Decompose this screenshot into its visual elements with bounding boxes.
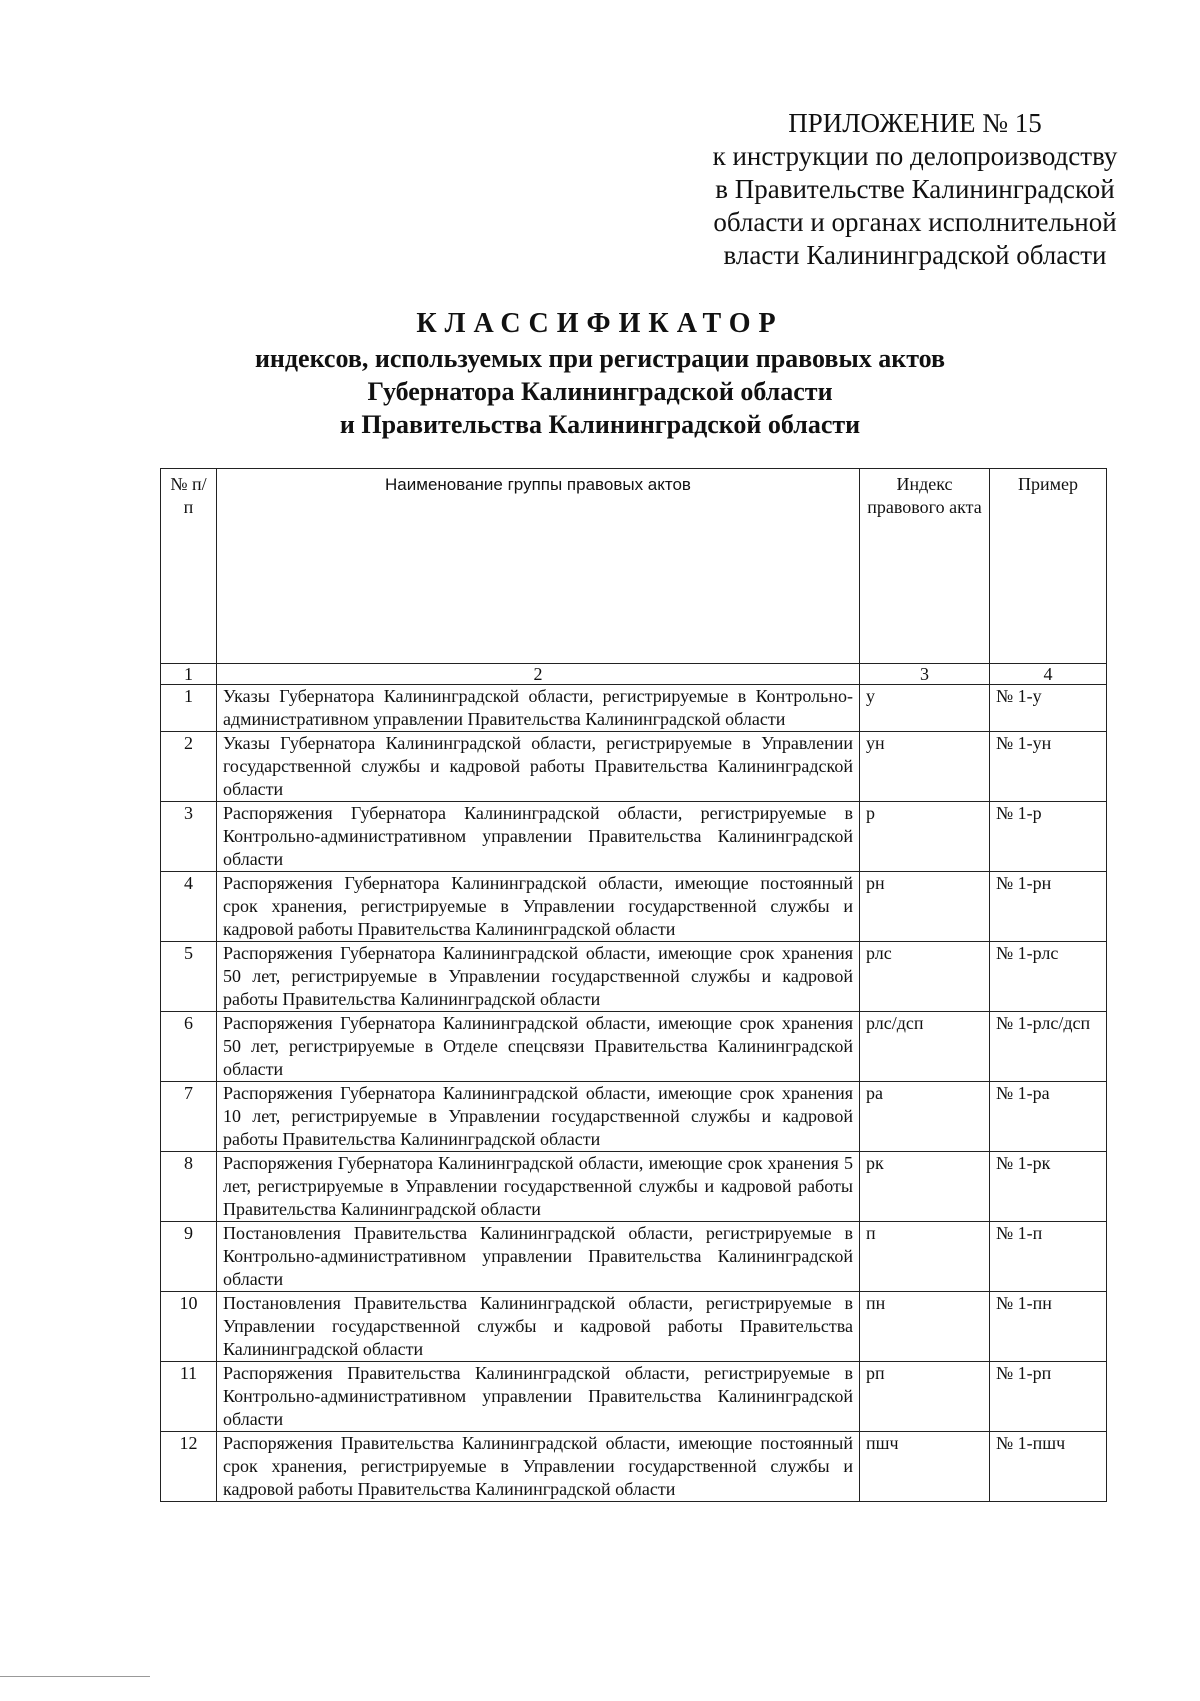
row-name: Указы Губернатора Калининградской области, регистрируемые в Управлении государственной службы и кадровой работы Правительства Калининградской области (217, 732, 860, 802)
table-row (161, 872, 1107, 942)
row-number: 4 (161, 872, 217, 942)
row-index: рк (860, 1152, 990, 1222)
row-example: № 1-ра (990, 1082, 1107, 1152)
row-name: Распоряжения Правительства Калининградской области, имеющие постоянный срок хранения, регистрируемые в Управлении государственной службы и кадровой работы Правительства Калининградской области (217, 1432, 860, 1502)
row-example: № 1-пшч (990, 1432, 1107, 1502)
row-index: рлс (860, 942, 990, 1012)
header-name: Наименование группы правовых актов (217, 469, 860, 664)
row-example: № 1-рн (990, 872, 1107, 942)
appendix-line: области и органах исполнительной (713, 207, 1117, 237)
row-name: Распоряжения Губернатора Калининградской области, имеющие срок хранения 50 лет, регистрируемые в Управлении государственной службы и кадровой работы Правительства Калининградской области (217, 942, 860, 1012)
document-title (100, 306, 1100, 441)
row-number: 1 (161, 685, 217, 732)
row-example: № 1-п (990, 1222, 1107, 1292)
table-row (161, 1152, 1107, 1222)
row-name: Распоряжения Губернатора Калининградской области, имеющие срок хранения 50 лет, регистрируемые в Отделе спецсвязи Правительства Калининградской области (217, 1012, 860, 1082)
row-name: Распоряжения Губернатора Калининградской области, имеющие срок хранения 10 лет, регистрируемые в Управлении государственной службы и кадровой работы Правительства Калининградской области (217, 1082, 860, 1152)
column-number: 2 (217, 664, 860, 685)
row-name: Распоряжения Правительства Калининградской области, регистрируемые в Контрольно-административном управлении Правительства Калининградской области (217, 1362, 860, 1432)
table-row (161, 1082, 1107, 1152)
row-name: Распоряжения Губернатора Калининградской области, имеющие постоянный срок хранения, регистрируемые в Управлении государственной службы и кадровой работы Правительства Калининградской области (217, 872, 860, 942)
table-row (161, 1432, 1107, 1502)
subtitle-line: индексов, используемых при регистрации правовых актов (254, 344, 946, 373)
row-index: ра (860, 1082, 990, 1152)
table-header-row (161, 469, 1107, 664)
column-number-row (161, 664, 1107, 685)
table-row (161, 802, 1107, 872)
header-num: № п/п (161, 469, 217, 664)
row-index: рн (860, 872, 990, 942)
row-example: № 1-ун (990, 732, 1107, 802)
appendix-line: власти Калининградской области (723, 240, 1107, 270)
row-number: 2 (161, 732, 217, 802)
row-index: рлс/дсп (860, 1012, 990, 1082)
title-subtitle (100, 342, 1100, 441)
subtitle-line: Губернатора Калининградской области (367, 377, 833, 406)
row-number: 5 (161, 942, 217, 1012)
row-name: Распоряжения Губернатора Калининградской области, имеющие срок хранения 5 лет, регистрируемые в Управлении государственной службы и кадровой работы Правительства Калининградской области (217, 1152, 860, 1222)
column-number: 1 (161, 664, 217, 685)
row-example: № 1-пн (990, 1292, 1107, 1362)
header-example: Пример (990, 469, 1107, 664)
row-number: 12 (161, 1432, 217, 1502)
row-name: Постановления Правительства Калининградской области, регистрируемые в Управлении государственной службы и кадровой работы Правительства Калининградской области (217, 1292, 860, 1362)
row-number: 11 (161, 1362, 217, 1432)
row-index: ун (860, 732, 990, 802)
row-example: № 1-рлс/дсп (990, 1012, 1107, 1082)
table-row (161, 1012, 1107, 1082)
table-row (161, 942, 1107, 1012)
table-row (161, 1292, 1107, 1362)
row-number: 10 (161, 1292, 217, 1362)
row-index: р (860, 802, 990, 872)
appendix-line: в Правительстве Калининградской (715, 174, 1115, 204)
row-index: пшч (860, 1432, 990, 1502)
row-number: 7 (161, 1082, 217, 1152)
table-row (161, 732, 1107, 802)
row-index: пн (860, 1292, 990, 1362)
subtitle-line: и Правительства Калининградской области (339, 410, 861, 439)
row-number: 3 (161, 802, 217, 872)
appendix-heading (690, 107, 1140, 272)
row-example: № 1-рлс (990, 942, 1107, 1012)
table-row (161, 685, 1107, 732)
table-body (161, 685, 1107, 1502)
row-example: № 1-у (990, 685, 1107, 732)
row-number: 9 (161, 1222, 217, 1292)
classifier-table (160, 468, 1107, 1502)
row-number: 8 (161, 1152, 217, 1222)
row-index: у (860, 685, 990, 732)
row-example: № 1-рк (990, 1152, 1107, 1222)
column-number: 4 (990, 664, 1107, 685)
row-example: № 1-рп (990, 1362, 1107, 1432)
row-name: Постановления Правительства Калининградской области, регистрируемые в Контрольно-административном управлении Правительства Калининградской области (217, 1222, 860, 1292)
row-example: № 1-р (990, 802, 1107, 872)
table-row (161, 1362, 1107, 1432)
row-name: Указы Губернатора Калининградской области, регистрируемые в Контрольно-административном управлении Правительства Калининградской области (217, 685, 860, 732)
title-main: КЛАССИФИКАТОР (416, 308, 784, 339)
header-index: Индекс правового акта (860, 469, 990, 664)
appendix-line: ПРИЛОЖЕНИЕ № 15 (788, 108, 1042, 138)
row-name: Распоряжения Губернатора Калининградской области, регистрируемые в Контрольно-административном управлении Правительства Калининградской области (217, 802, 860, 872)
row-number: 6 (161, 1012, 217, 1082)
column-number: 3 (860, 664, 990, 685)
row-index: рп (860, 1362, 990, 1432)
scan-edge-line (0, 1676, 150, 1677)
row-index: п (860, 1222, 990, 1292)
appendix-line: к инструкции по делопроизводству (712, 141, 1118, 171)
table-row (161, 1222, 1107, 1292)
